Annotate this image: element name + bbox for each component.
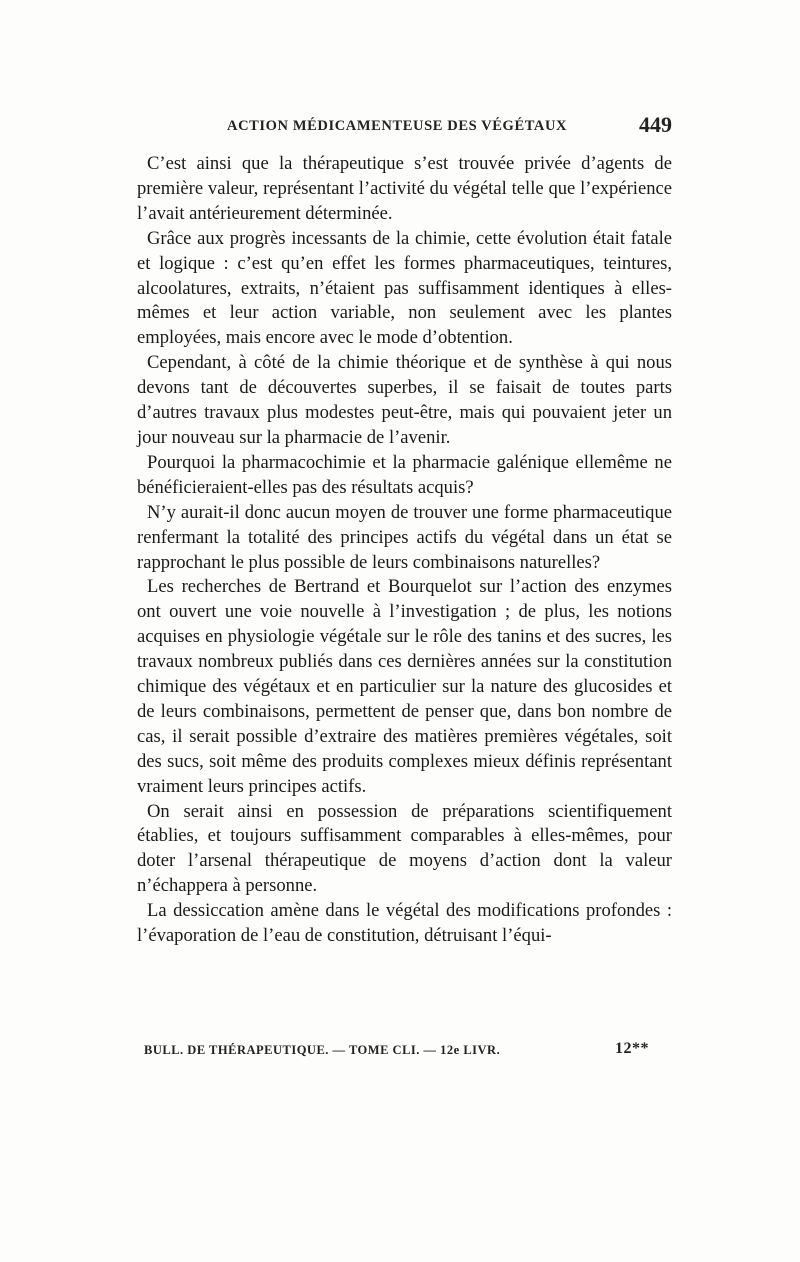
paragraph: Pourquoi la pharmacochimie et la pharmacie galénique ellemême ne bénéficieraient-elles pas des résultats acquis? xyxy=(137,451,672,498)
footer-imprint: BULL. DE THÉRAPEUTIQUE. — TOME CLI. — 12e LIVR. xyxy=(144,1043,501,1057)
paragraph: Les recherches de Bertrand et Bourquelot sur l’action des enzymes ont ouvert une voie nouvelle à l’investigation ; de plus, les notions acquises en physiologie végétale sur le rôle des tanins et des sucres, les travaux nombreux publiés dans ces dernières années sur la constitution chimique des végétaux et en particulier sur la nature des glucosides et de leurs combinaisons, permettent de penser que, dans bon nombre de cas, il serait possible d’extraire des matières premières végétales, soit des sucs, soit même des produits complexes mieux définis représentant vraiment leurs principes actifs. xyxy=(137,576,672,797)
page-header xyxy=(137,114,672,144)
paragraph: C’est ainsi que la thérapeutique s’est trouvée privée d’agents de première valeur, représentant l’activité du végétal telle que l’expérience l’avait antérieurement déterminée. xyxy=(137,153,672,224)
paragraph: Grâce aux progrès incessants de la chimie, cette évolution était fatale et logique : c’est qu’en effet les formes pharmaceutiques, teintures, alcoolatures, extraits, n’étaient pas suffisamment identiques à elles-mêmes et leur action variable, non seulement avec les plantes employées, mais encore avec le mode d’obtention. xyxy=(137,227,672,349)
paragraph: On serait ainsi en possession de préparations scientifiquement établies, et toujours suffisamment comparables à elles-mêmes, pour doter l’arsenal thérapeutique de moyens d’action dont la valeur n’échappera à personne. xyxy=(137,800,672,897)
paragraph: N’y aurait-il donc aucun moyen de trouver une forme pharmaceutique renfermant la totalité des principes actifs du végétal dans un état se rapprochant le plus possible de leurs combinaisons naturelles? xyxy=(137,501,672,573)
page-number: 449 xyxy=(639,112,672,137)
body-text xyxy=(137,152,672,949)
running-title: ACTION MÉDICAMENTEUSE DES VÉGÉTAUX xyxy=(227,118,568,134)
paragraph: La dessiccation amène dans le végétal des modifications profondes : l’évaporation de l’eau de constitution, détruisant l’équi- xyxy=(137,900,672,947)
paragraph: Cependant, à côté de la chimie théorique et de synthèse à qui nous devons tant de découvertes superbes, il se faisait de toutes parts d’autres travaux plus modestes peut-être, mais qui pouvaient jeter un jour nouveau sur la pharmacie de l’avenir. xyxy=(137,352,672,448)
signature-mark: 12** xyxy=(615,1040,649,1057)
page-footer xyxy=(144,1040,649,1062)
